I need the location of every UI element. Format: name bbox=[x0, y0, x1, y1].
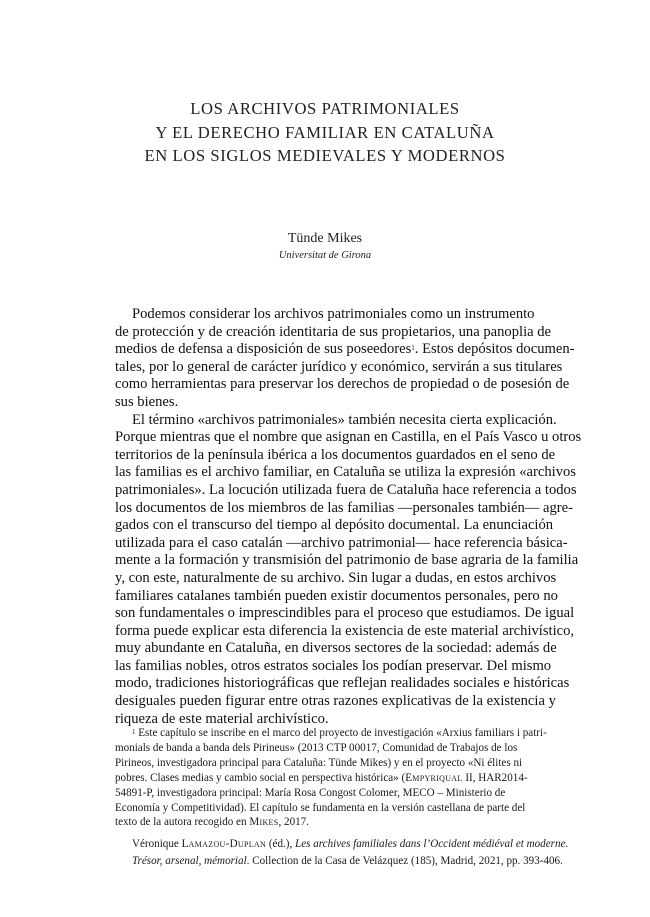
citation-book-title-1: Les archives familiales dans l’Occident médiéval et moderne. bbox=[295, 838, 569, 850]
body-line bbox=[115, 622, 575, 641]
body-line-text: las familias nobles, otros estratos sociales los podían preservar. Del mismo bbox=[115, 657, 552, 674]
footnote-text: , 2017. bbox=[278, 816, 309, 829]
author-name: Tünde Mikes bbox=[287, 231, 363, 246]
citation-editor-role: (éd.), bbox=[266, 838, 296, 850]
footnote-ref[interactable]: 1 bbox=[411, 344, 415, 353]
body-line bbox=[115, 341, 575, 359]
footnote-line bbox=[115, 815, 557, 830]
citation-editor-last: Lamazou-Duplan bbox=[181, 838, 267, 850]
footnote-line bbox=[115, 786, 557, 801]
footnote-cited-author: Mikes bbox=[249, 816, 279, 829]
footnote-project-name: Empyriqual bbox=[405, 771, 463, 784]
footnote-text: 54891-P, investigadora principal: María Rosa Congost Colomer, MECO – Ministerio de bbox=[115, 786, 506, 799]
body-line bbox=[115, 394, 557, 412]
body-line bbox=[115, 306, 557, 324]
body-line bbox=[115, 570, 557, 588]
footnote-marker: 1 bbox=[132, 728, 136, 736]
body-line-text: tales, por lo general de carácter jurídico y económico, servirán a sus titulares bbox=[115, 358, 563, 375]
citation-editor-first: Véronique bbox=[132, 838, 182, 850]
body-line bbox=[115, 464, 576, 482]
body-line-text: como herramientas para preservar los derechos de propiedad o de posesión de bbox=[115, 376, 570, 393]
body-line-text: y, con este, naturalmente de su archivo. Sin lugar a dudas, en estos archivos bbox=[115, 569, 557, 586]
body-line-text: muy abundante en Cataluña, en diversos sectores de la sociedad: además de bbox=[115, 640, 557, 657]
footnote bbox=[115, 726, 557, 830]
body-line bbox=[115, 481, 577, 500]
footnote-text: Este capítulo se inscribe en el marco del proyecto de investigación «Arxius familiars i patri- bbox=[138, 727, 547, 739]
body-line bbox=[115, 499, 573, 518]
body-line-text: El término «archivos patrimoniales» también necesita cierta explicación. bbox=[132, 411, 557, 428]
footnote-text: II, HAR2014- bbox=[462, 771, 528, 784]
body-line-text: los documentos de los miembros de las familias —personales también— agre- bbox=[115, 499, 573, 516]
body-line bbox=[115, 517, 557, 535]
title-line-3: EN LOS SIGLOS MEDIEVALES Y MODERNOS bbox=[144, 146, 506, 165]
author-affiliation: Universitat de Girona bbox=[278, 250, 372, 261]
footnote-text: Pirineos, investigadora principal para Cataluña: Tünde Mikes) y en el proyecto «Ni élites ni bbox=[115, 756, 523, 769]
title-line-2: Y EL DERECHO FAMILIAR EN CATALUÑA bbox=[155, 122, 495, 142]
body-line-text: Podemos considerar los archivos patrimoniales como un instrumento bbox=[132, 306, 535, 322]
body-text bbox=[115, 306, 582, 728]
body-line bbox=[115, 640, 557, 658]
footnote-line bbox=[115, 726, 557, 741]
citation-line-2 bbox=[115, 853, 563, 870]
body-line-text: sus bienes. bbox=[115, 393, 179, 410]
footnote-text: Economía y Competitividad). El capítulo se fundamenta en la versión castellana de parte del bbox=[115, 801, 526, 814]
body-line-text: utilizada para el caso catalán —archivo patrimonial— hace referencia básica- bbox=[115, 534, 568, 551]
footnote-text: texto de la autora recogido en bbox=[115, 816, 250, 829]
body-line-text: familiares catalanes también pueden existir documentos personales, pero no bbox=[115, 587, 558, 604]
body-line bbox=[115, 429, 582, 447]
body-line bbox=[115, 447, 557, 465]
footnote-line bbox=[115, 741, 557, 756]
body-line-text: Porque mientras que el nombre que asignan en Castilla, en el País Vasco u otros bbox=[115, 429, 582, 446]
citation-publication: . Collection de la Casa de Velázquez (185), Madrid, 2021, pp. 393-406. bbox=[246, 855, 563, 867]
body-line bbox=[115, 605, 575, 623]
title-line-1: LOS ARCHIVOS PATRIMONIALES bbox=[190, 99, 460, 118]
body-line-text: territorios de la península ibérica a los documentos guardados en el seno de bbox=[115, 446, 556, 463]
body-line-text: modo, tradiciones historiográficas que reflejan realidades sociales e históricas bbox=[115, 675, 570, 692]
body-line-text: patrimoniales». La locución utilizada fuera de Cataluña hace referencia a todos bbox=[115, 481, 577, 498]
footnote-text: monials de banda a banda dels Pirineus» (2013 CTP 00017, Comunidad de Trabajos de los bbox=[115, 741, 518, 754]
body-line-text: mente a la formación y transmisión del patrimonio de base agraria de la familia bbox=[115, 552, 579, 569]
chapter-title bbox=[0, 97, 650, 168]
body-line bbox=[115, 658, 557, 676]
footnote-line bbox=[115, 756, 557, 771]
body-line-text: son fundamentales o imprescindibles para el proceso que estudiamos. De igual bbox=[115, 605, 575, 622]
body-line-text: medios de defensa a disposición de sus poseedores bbox=[115, 341, 412, 358]
body-line-text: gados con el transcurso del tiempo al depósito documental. La enunciación bbox=[115, 517, 554, 534]
body-line bbox=[115, 534, 568, 553]
source-citation bbox=[115, 836, 569, 870]
body-line-text: . Estos depósitos documen- bbox=[414, 341, 575, 358]
body-line-text: desiguales pueden figurar entre otras razones explicativas de la existencia y bbox=[115, 693, 556, 710]
footnote-line bbox=[115, 771, 557, 786]
body-line-text: las familias es el archivo familiar, en Cataluña se utiliza la expresión «archivos bbox=[115, 464, 576, 481]
footnote-text: pobres. Clases medias y cambio social en perspectiva histórica» ( bbox=[115, 771, 406, 784]
body-line bbox=[115, 675, 570, 693]
body-line bbox=[115, 588, 557, 606]
body-line bbox=[115, 376, 570, 394]
footnote-line bbox=[115, 801, 557, 816]
body-line-text: de protección y de creación identitaria de sus propietarios, una panoplia de bbox=[115, 323, 552, 340]
body-line-text: forma puede explicar esta diferencia la existencia de este material archivístico, bbox=[115, 622, 575, 639]
citation-line-1 bbox=[115, 836, 569, 853]
body-line bbox=[115, 412, 557, 430]
body-line bbox=[115, 358, 563, 377]
body-line bbox=[115, 552, 579, 570]
citation-book-title-2: Trésor, arsenal, mémorial bbox=[132, 855, 247, 867]
body-line bbox=[115, 693, 557, 711]
body-line bbox=[115, 324, 557, 342]
body-line-text: riqueza de este material archivístico. bbox=[115, 710, 329, 727]
